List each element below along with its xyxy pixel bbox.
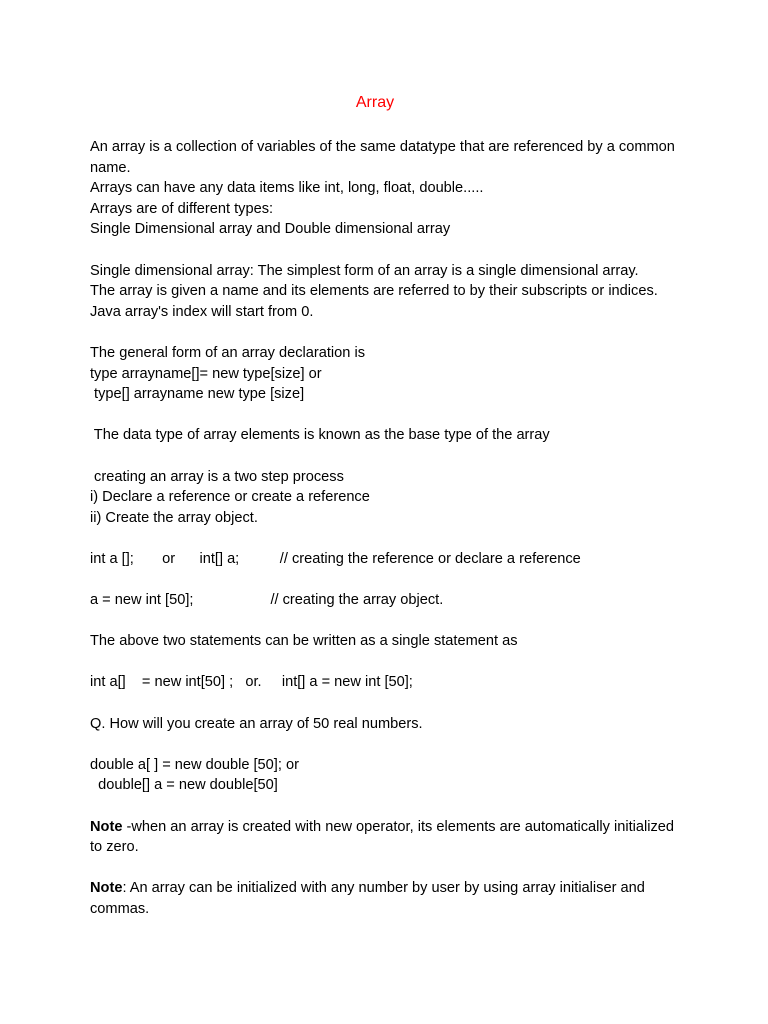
code-create-line: a = new int [50]; // creating the array object. [90,592,444,609]
spacer [90,693,690,714]
spacer [90,652,690,673]
spacer [90,322,690,343]
document-body [90,137,690,920]
spacer [90,405,690,426]
intro-data-items: Arrays can have any data items like int, long, float, double..... [90,180,484,197]
answer-line-1: double a[ ] = new double [50]; or [90,756,299,773]
intro-paragraph: An array is a collection of variables of the same datatype that are referenced by a common name. [90,139,675,176]
single-dim-subscripts: The array is given a name and its elements are referred to by their subscripts or indices. [90,283,658,300]
note-text: : An array can be initialized with any number by user by using array initialiser and commas. [90,880,645,917]
spacer [90,240,690,261]
code-declare-line: int a []; or int[] a; // creating the reference or declare a reference [90,550,581,567]
spacer [90,796,690,817]
base-type-text: The data type of array elements is known as the base type of the array [90,427,550,444]
two-step-item-1: i) Declare a reference or create a reference [90,489,370,506]
intro-types-heading: Arrays are of different types: [90,200,274,217]
two-step-item-2: ii) Create the array object. [90,509,258,526]
note-paragraph [90,878,690,919]
single-dim-index: Java array's index will start from 0. [90,303,314,320]
intro-types-list: Single Dimensional array and Double dimensional array [90,221,451,238]
note-label: Note [90,818,123,835]
single-dim-definition: Single dimensional array: The simplest form of an array is a single dimensional array. [90,262,639,279]
general-form-heading: The general form of an array declaration is [90,344,365,361]
general-form-syntax-2: type[] arrayname new type [size] [90,386,305,403]
code-single-statement: int a[] = new int[50] ; or. int[] a = new int [50]; [90,674,413,691]
general-form-syntax-1: type arrayname[]= new type[size] or [90,365,322,382]
spacer [90,611,690,632]
spacer [90,528,690,549]
note-text: -when an array is created with new operator, its elements are automatically initialized to zero. [90,818,675,856]
answer-line-2: double[] a = new double[50] [90,777,278,794]
note-label: Note [90,880,123,897]
question-text: Q. How will you create an array of 50 real numbers. [90,715,423,732]
spacer [90,446,690,467]
single-statement-intro: The above two statements can be written as a single statement as [90,633,518,650]
spacer [90,569,690,590]
two-step-heading: creating an array is a two step process [90,468,344,485]
spacer [90,858,690,879]
page-title: Array [355,94,395,111]
note-paragraph [90,817,690,858]
spacer [90,734,690,755]
